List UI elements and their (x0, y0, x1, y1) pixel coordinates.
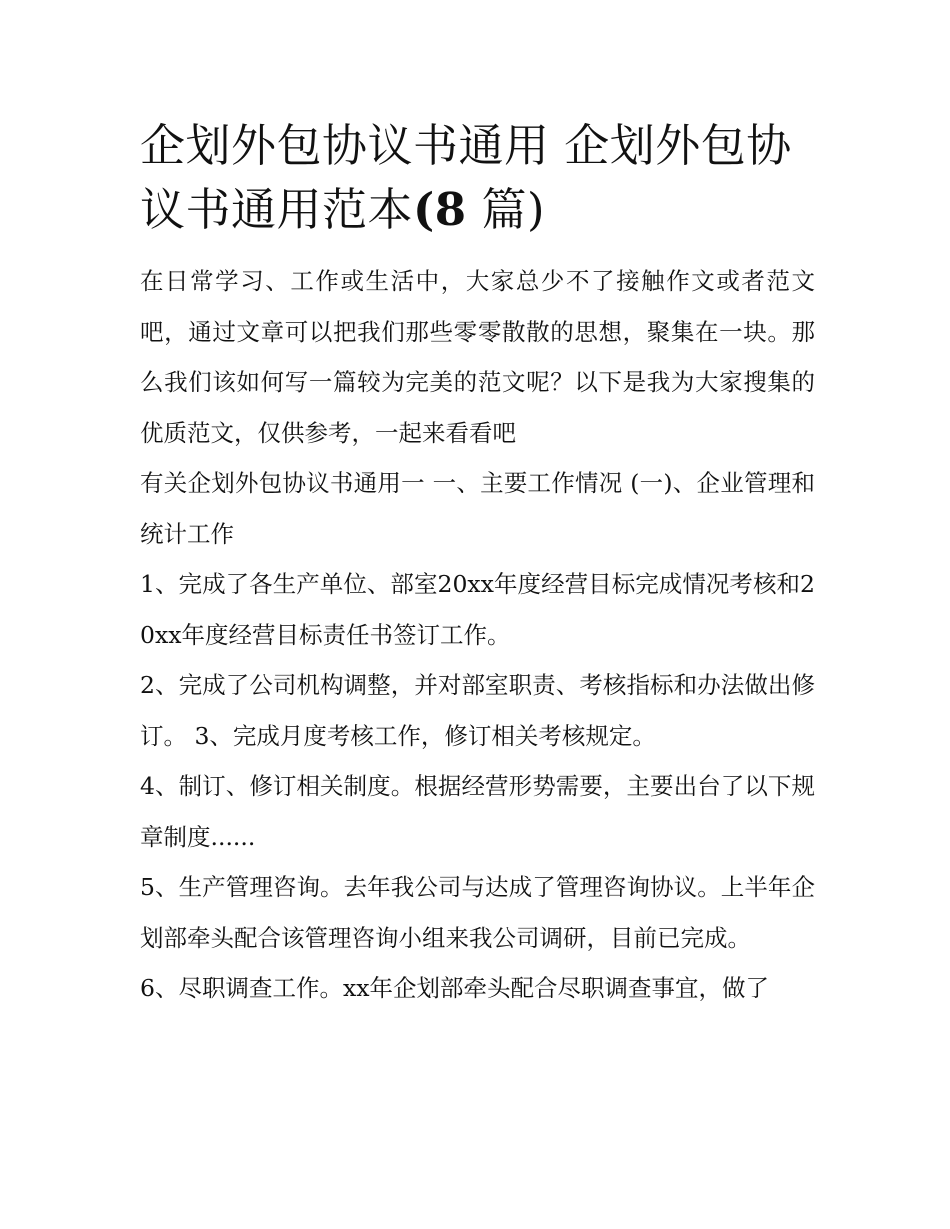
list-item-4: 4、制订、修订相关制度。根据经营形势需要，主要出台了以下规章制度...... (140, 772, 815, 851)
intro-paragraph: 在日常学习、工作或生活中，大家总少不了接触作文或者范文吧，通过文章可以把我们那些零零散散的思想，聚集在一块。那么我们该如何写一篇较为完美的范文呢？以下是我为大家搜集的优质范文，仅供参考，一起来看看吧 (140, 267, 815, 447)
title-main-text: 企划外包协议书通用 企划外包协议书通用范本 (140, 119, 792, 236)
title-tail-text: 篇) (481, 183, 545, 236)
list-item-1: 1、完成了各生产单位、部室20xx年度经营目标完成情况考核和20xx年度经营目标责任书签订工作。 (140, 570, 815, 649)
list-item-5: 5、生产管理咨询。去年我公司与达成了管理咨询协议。上半年企划部牵头配合该管理咨询小组来我公司调研，目前已完成。 (140, 873, 815, 952)
list-item-2-3: 2、完成了公司机构调整，并对部室职责、考核指标和办法做出修订。 3、完成月度考核工作，修订相关考核规定。 (140, 671, 815, 750)
document-title (140, 114, 815, 242)
title-count: (8 (413, 183, 467, 236)
document-body (140, 114, 815, 1014)
list-item-6: 6、尽职调查工作。xx年企划部牵头配合尽职调查事宜，做了 (140, 974, 769, 1002)
section-heading-paragraph: 有关企划外包协议书通用一 一、主要工作情况 (一)、企业管理和统计工作 (140, 469, 815, 548)
